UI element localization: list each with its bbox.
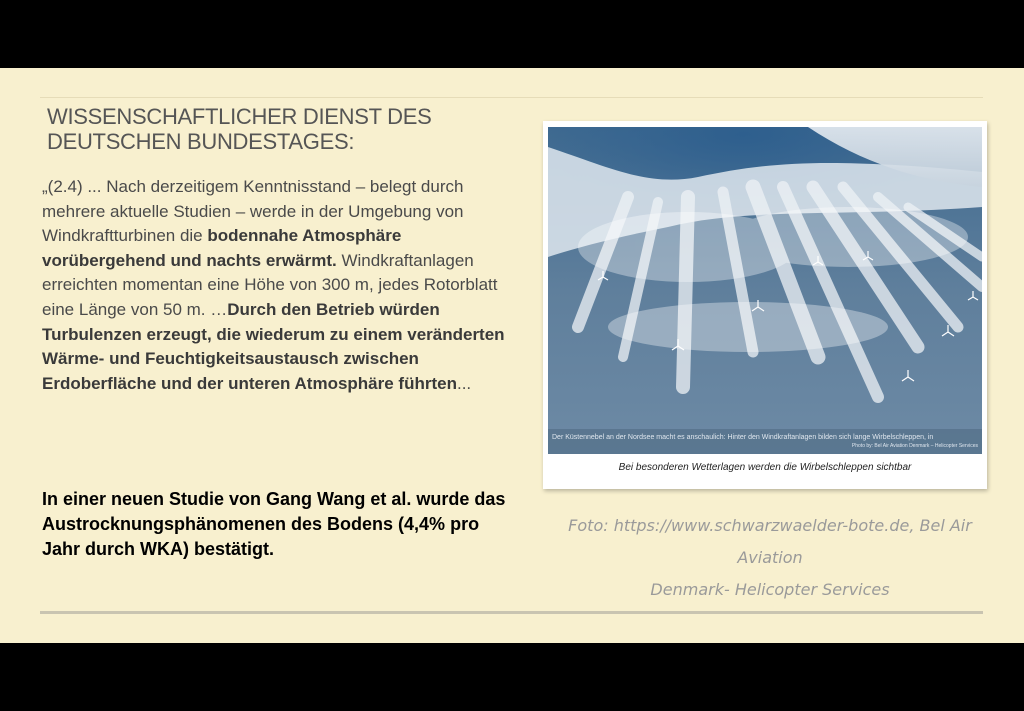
quote-text-1: „(2.4) ... Nach derzeitigem Kenntnisstand – belegt durch mehrere aktuelle Studien – werde in der Umgebung von Windkraftturbinen die bbox=[42, 177, 464, 246]
quote-text-2: Windkraftanlagen erreichten momentan eine Höhe von 300 m, jedes Rotorblatt eine Länge von 50 m. … bbox=[42, 250, 498, 319]
photo-overlay-caption: Der Küstennebel an der Nordsee macht es anschaulich: Hinter den Windkraftanlagen bilden sich lange Wirbelschleppen, in bbox=[552, 434, 934, 441]
wind-farm-photo-image bbox=[548, 127, 982, 454]
photo-credit bbox=[545, 510, 995, 606]
study-claim: In einer neuen Studie von Gang Wang et al. wurde das Austrocknungsphänomenen des Bodens (4,4% pro Jahr durch WKA) bestätigt. bbox=[42, 489, 506, 559]
bottom-divider bbox=[40, 611, 983, 614]
slide bbox=[0, 68, 1024, 643]
wind-farm-fog-photo bbox=[548, 127, 982, 454]
slide-heading bbox=[47, 104, 517, 154]
quote-bold-2: Durch den Betrieb würden Turbulenzen erzeugt, die wiederum zu einem veränderten Wärme- und Feuchtigkeitsaustausch zwischen Erdoberfläche und der unteren Atmosphäre führten bbox=[42, 299, 505, 393]
photo-card bbox=[543, 121, 987, 489]
quote-paragraph bbox=[42, 175, 522, 396]
quote-bold-1: bodennahe Atmosphäre vorübergehend und nachts erwärmt. bbox=[42, 226, 402, 270]
photo-overlay-credit: Photo by: Bel Air Aviation Denmark – Helicopter Services bbox=[851, 443, 978, 449]
quote-text-3: ... bbox=[456, 373, 472, 393]
heading-line-2: DEUTSCHEN BUNDESTAGES: bbox=[47, 129, 355, 154]
top-divider bbox=[40, 97, 983, 98]
heading-line-1: WISSENSCHAFTLICHER DIENST DES bbox=[47, 104, 432, 129]
photo-caption: Bei besonderen Wetterlagen werden die Wirbelschleppen sichtbar bbox=[618, 462, 912, 473]
photo-credit-line-2: Denmark- Helicopter Services bbox=[650, 580, 890, 599]
photo-overlay-text bbox=[548, 431, 982, 453]
photo-credit-line-1: Foto: https://www.schwarzwaelder-bote.de, Bel Air Aviation bbox=[568, 516, 972, 567]
